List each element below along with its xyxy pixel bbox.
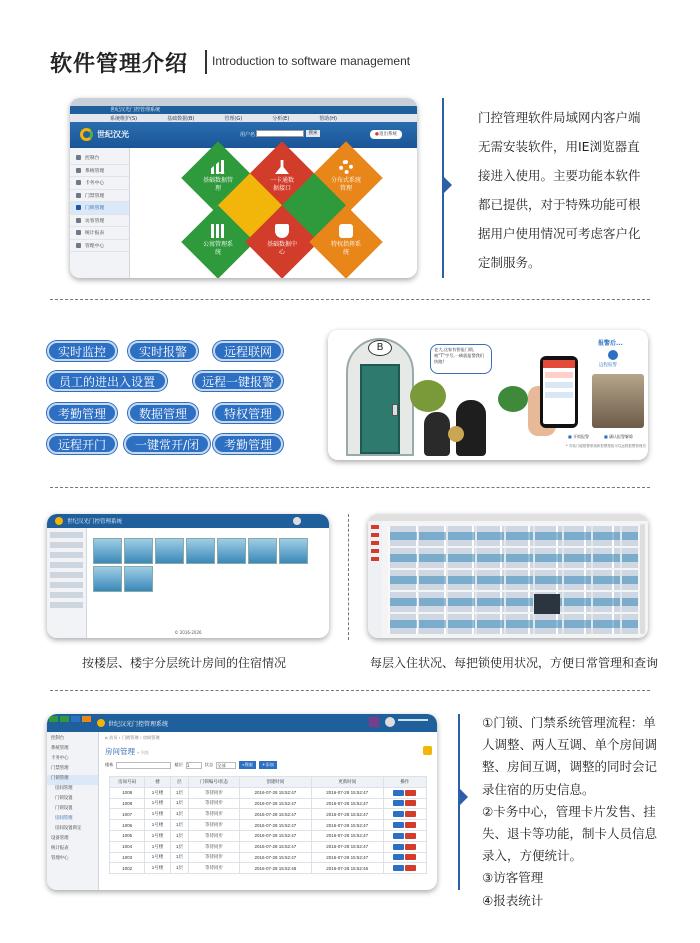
toolbar-button[interactable] (71, 716, 80, 722)
description-line: ①门锁、门禁系统管理流程：单 (482, 715, 656, 730)
phone-note: * 安装门磁报警系统和报警按钮可以远程报警管理员 (566, 444, 646, 448)
table-cell: 1008 (110, 798, 145, 809)
phone-screen (543, 360, 575, 424)
door-photo (592, 374, 644, 428)
table-cell: 等待同步 (189, 863, 240, 874)
building-icon[interactable] (124, 538, 153, 564)
software-screenshot-1 (70, 98, 417, 278)
building-icon[interactable] (155, 538, 184, 564)
edit-button[interactable] (393, 865, 404, 871)
section1-description: 门控管理软件局域网内客户端无需安装软件，用IE浏览器直接进入使用。主要功能本软件都已提供，对于特殊功能可根据用户使用情况可考虑客户化定制服务。 (478, 110, 641, 270)
shield-icon (275, 224, 289, 238)
sidebar-item[interactable] (50, 572, 83, 578)
table-cell: 等待同步 (189, 820, 240, 831)
sidebar-item[interactable]: 门禁管理 (51, 766, 69, 771)
table-cell: 2016-07-28 15:52:47 (240, 852, 312, 863)
table-cell: 2016-07-28 15:52:47 (311, 841, 383, 852)
sidebar-subitem[interactable]: 房间管理 (55, 786, 73, 791)
table-cell: 1号楼 (145, 852, 170, 863)
sidebar-item[interactable] (371, 541, 379, 545)
sidebar (368, 521, 382, 638)
menu-item[interactable]: 系统维护(S) (110, 115, 138, 122)
avatar[interactable] (293, 517, 301, 525)
table-cell: 2016-07-28 15:52:47 (240, 787, 312, 798)
table-cell: 1007 (110, 809, 145, 820)
phone-row (545, 392, 573, 398)
login-label: 用户名 (240, 132, 256, 138)
alarm-label: 远程报警 (599, 363, 617, 368)
row-actions (383, 863, 426, 874)
table-row[interactable] (110, 787, 427, 798)
table-row[interactable] (110, 798, 427, 809)
chevron-right-icon (459, 788, 468, 806)
search-button[interactable]: ⌕搜索 (239, 761, 256, 769)
bush (410, 380, 446, 412)
feature-tag: 考勤管理 (47, 403, 117, 423)
feature-tag: 远程联网 (213, 341, 283, 361)
table-cell: 1号楼 (145, 798, 170, 809)
sidebar-item[interactable] (50, 602, 83, 608)
table-cell: 等待同步 (189, 852, 240, 863)
table-cell: 2016-07-28 15:52:47 (240, 830, 312, 841)
table-cell: 1号楼 (145, 787, 170, 798)
delete-button[interactable] (405, 790, 416, 796)
visitor-icon (76, 218, 81, 223)
sidebar-item[interactable]: 访客管理 (70, 215, 129, 228)
delete-button[interactable] (405, 854, 416, 860)
description-line: ③访客管理 (482, 870, 544, 886)
thief-figure (424, 412, 450, 456)
delete-button[interactable] (405, 822, 416, 828)
table-row[interactable] (110, 820, 427, 831)
feature-tag: 实时报警 (128, 341, 198, 361)
description-line: 人调整、两人互调、单个房间调 (482, 737, 658, 753)
row-actions (383, 852, 426, 863)
table-cell: 2016-07-28 15:52:47 (311, 820, 383, 831)
building-icon[interactable] (248, 538, 277, 564)
column-header[interactable]: 创建时间 (240, 777, 312, 788)
table-cell: 1层 (170, 852, 188, 863)
table-cell: 2016-07-28 15:52:47 (311, 809, 383, 820)
column-header[interactable]: 更新时间 (311, 777, 383, 788)
table-cell: 1层 (170, 820, 188, 831)
table-cell: 1号楼 (145, 809, 170, 820)
lock-icon: ■ (568, 434, 572, 439)
phone-button: ■ 确认报警解除 (604, 434, 634, 439)
table-row[interactable] (110, 830, 427, 841)
app-title-bar (70, 106, 417, 114)
table-cell: 1008 (110, 787, 145, 798)
edit-button[interactable] (393, 811, 404, 817)
page-title: 房间管理 » 列表 (105, 747, 149, 756)
sidebar-item[interactable]: 设备管理 (51, 836, 69, 841)
delete-button[interactable] (405, 833, 416, 839)
menu-item[interactable]: 分析(E) (272, 115, 290, 122)
table-cell: 2016-07-28 15:52:47 (240, 809, 312, 820)
table-row[interactable] (110, 852, 427, 863)
logo-text: 世纪汉光 (97, 130, 129, 139)
tile-label: 一卡通数据接口 (269, 177, 294, 192)
sidebar-item[interactable]: 管理中心 (70, 240, 129, 253)
table-cell: 1006 (110, 820, 145, 831)
column-header[interactable]: 楼 (145, 777, 170, 788)
feature-tag: 一键常开/闭 (124, 434, 210, 454)
copyright: © 2016-2026 (174, 630, 202, 635)
loot-bag (448, 426, 464, 442)
sidebar-item[interactable]: 统计报表 (51, 846, 69, 851)
tile-label: 分布式系统管理 (330, 177, 361, 192)
table-cell: 1层 (170, 809, 188, 820)
caption-right: 每层入住状况、每把锁使用状况，方便日常管理和查询 (370, 656, 659, 670)
app-title: 世纪汉光门控管理系统 (67, 519, 123, 525)
dashboard-icon (76, 155, 81, 160)
row-actions (383, 841, 426, 852)
table-cell: 2016-07-28 15:52:47 (240, 841, 312, 852)
sidebar (47, 528, 87, 638)
software-screenshot-4 (47, 714, 437, 890)
app-title: 世纪汉光门控管理系统 (110, 107, 161, 113)
delete-button[interactable] (405, 800, 416, 806)
table-cell: 1号楼 (145, 820, 170, 831)
avatar[interactable] (385, 717, 395, 727)
app-header (47, 714, 437, 732)
description-line: 录住宿的历史信息。 (482, 781, 595, 797)
table-cell: 2016-07-28 15:52:47 (311, 787, 383, 798)
sidebar-item[interactable] (50, 582, 83, 588)
feature-tag: 远程一键报警 (193, 371, 283, 391)
sidebar-item[interactable]: 统计报表 (70, 227, 129, 240)
help-icon[interactable] (423, 746, 432, 755)
phone-title: 报警后... (598, 340, 623, 347)
sidebar-item[interactable]: 卡务中心 (70, 177, 129, 190)
phone-button: ■ 开锁报警 (568, 434, 590, 439)
table-cell: 1005 (110, 830, 145, 841)
table-cell: 等待同步 (189, 841, 240, 852)
table-cell: 等待同步 (189, 809, 240, 820)
status-select[interactable]: 全部 (216, 762, 236, 769)
sidebar-item[interactable] (50, 552, 83, 558)
feature-tag: 实时监控 (47, 341, 117, 361)
table-cell: 2016-07-28 15:52:47 (311, 798, 383, 809)
feature-tag: 数据管理 (128, 403, 198, 423)
sidebar (70, 148, 130, 278)
table-row[interactable] (110, 863, 427, 874)
column-header[interactable]: 门锁编号/状态 (189, 777, 240, 788)
toolbar-button[interactable] (60, 716, 69, 722)
puzzle-icon (339, 224, 353, 238)
settings-icon (76, 168, 81, 173)
menu-item[interactable]: 基础数据(B) (167, 115, 195, 122)
chevron-right-icon (443, 176, 452, 194)
table-cell: 1层 (170, 830, 188, 841)
logo-icon (80, 128, 93, 141)
row-actions (383, 820, 426, 831)
exit-button[interactable] (370, 130, 402, 139)
menu-item[interactable]: 帮助(H) (319, 115, 337, 122)
column-header[interactable]: 房间号码 (110, 777, 145, 788)
table-row[interactable] (110, 841, 427, 852)
feature-tag: 特权管理 (213, 403, 283, 423)
sidebar-subitem[interactable]: 房间管理 (55, 816, 73, 821)
table-cell: 2016-07-28 15:52:47 (240, 798, 312, 809)
breadcrumb: ⌂ 首页 › 门锁管理 › 房间管理 (105, 735, 160, 740)
building-icon (211, 224, 225, 238)
section4-description (482, 712, 662, 912)
dashed-divider (50, 299, 650, 300)
table-cell: 2016-07-28 15:52:46 (311, 863, 383, 874)
column-header: 操作 (383, 777, 426, 788)
door-lock-icon (392, 404, 398, 416)
check-icon: ■ (604, 434, 608, 439)
tile-label: 基础数据中心 (266, 241, 297, 256)
feature-tag: 考勤管理 (213, 434, 283, 454)
window-chrome (70, 98, 417, 106)
edit-button[interactable] (393, 822, 404, 828)
table-cell: 1层 (170, 787, 188, 798)
search-button[interactable]: 搜索 (306, 130, 320, 137)
phone-header (543, 360, 575, 368)
tile-grid (180, 150, 400, 275)
delete-button[interactable] (405, 865, 416, 871)
sidebar (47, 732, 99, 890)
table-cell: 1号楼 (145, 863, 170, 874)
building-icon[interactable] (186, 538, 215, 564)
floor-select[interactable]: 1 (186, 762, 202, 769)
table-cell: 1002 (110, 863, 145, 874)
building-icon[interactable] (124, 566, 153, 592)
app-icon (55, 517, 63, 525)
phone-row (545, 382, 573, 388)
door-sign: B (368, 340, 392, 356)
table-cell: 1层 (170, 798, 188, 809)
building-select[interactable] (116, 762, 171, 769)
window-chrome (368, 514, 648, 521)
sidebar-item[interactable]: 管理中心 (51, 856, 69, 861)
table-cell: 等待同步 (189, 830, 240, 841)
table-cell: 2016-07-28 15:52:47 (240, 820, 312, 831)
sidebar-item[interactable]: 卡务中心 (51, 756, 69, 761)
building-icon[interactable] (93, 566, 122, 592)
smartphone (540, 356, 578, 428)
login-input[interactable] (256, 130, 304, 137)
sidebar-item[interactable] (50, 532, 83, 538)
software-screenshot-2 (47, 514, 329, 638)
notification-icon[interactable] (369, 717, 379, 727)
phone-row (545, 372, 573, 378)
dashed-divider (50, 690, 650, 691)
sidebar-item[interactable]: 系统管理 (51, 746, 69, 751)
edit-button[interactable] (393, 800, 404, 806)
menu-bar (70, 114, 417, 122)
table-cell: 1号楼 (145, 830, 170, 841)
sidebar-item[interactable] (371, 549, 379, 553)
sidebar-item[interactable] (371, 525, 379, 529)
search-icon: ⌕ (242, 762, 245, 767)
software-screenshot-3 (368, 514, 648, 638)
table-cell: 1层 (170, 841, 188, 852)
sidebar-item[interactable]: 门锁管理 (70, 202, 129, 215)
table-header-row (110, 777, 427, 788)
feature-tag: 远程开门 (47, 434, 117, 454)
page-subtitle: Introduction to software management (212, 54, 411, 68)
gear-icon (339, 160, 353, 174)
edit-button[interactable] (393, 854, 404, 860)
card-icon (76, 180, 81, 185)
sidebar-subitem[interactable]: 门锁设置 (55, 806, 73, 811)
building-icon[interactable] (279, 538, 308, 564)
edit-button[interactable] (393, 833, 404, 839)
description-line: ②卡务中心，管理卡片发售、挂 (482, 803, 656, 819)
menu-item[interactable]: 管理(G) (224, 115, 243, 122)
row-actions (383, 798, 426, 809)
monitor-icon (76, 193, 81, 198)
description-line: 失、退卡等功能，制卡人员信息 (482, 826, 658, 842)
table-cell: 1004 (110, 841, 145, 852)
sidebar-item[interactable]: 门锁管理 (47, 775, 98, 785)
vertical-dashed-divider (348, 514, 349, 640)
sidebar-item[interactable]: 控制台 (70, 152, 129, 165)
power-icon: ● (375, 132, 379, 137)
description-line: ④报表统计 (482, 892, 544, 908)
security-illustration (328, 330, 648, 460)
tile-label: 公寓管理系统 (202, 241, 233, 256)
table-row[interactable] (110, 809, 427, 820)
row-actions (383, 809, 426, 820)
caption-left: 按楼层、楼宇分层统计房间的住宿情况 (82, 656, 287, 670)
app-header (70, 122, 417, 148)
sidebar-item[interactable] (50, 562, 83, 568)
room-tiles[interactable] (388, 526, 638, 636)
building-icon[interactable] (217, 538, 246, 564)
user-icon (76, 243, 81, 248)
table-cell: 等待同步 (189, 798, 240, 809)
app-header (47, 514, 329, 528)
report-icon (76, 230, 81, 235)
tile-label: 基础数据管理 (202, 177, 233, 192)
app-icon (97, 719, 105, 727)
app-title: 世纪汉光门控管理系统 (108, 721, 169, 728)
sidebar-item[interactable] (371, 533, 379, 537)
table-cell: 1号楼 (145, 841, 170, 852)
home-icon: ⌂ (105, 735, 108, 740)
lock-icon (76, 205, 81, 210)
selected-room[interactable] (534, 594, 560, 614)
description-line: 录入，方便统计。 (482, 848, 583, 864)
scrollbar[interactable] (640, 524, 645, 634)
table-cell: 2016-07-28 15:52:47 (311, 852, 383, 863)
toolbar-button[interactable] (82, 716, 91, 722)
sidebar-item[interactable]: 系统管理 (70, 165, 129, 178)
dashed-divider (50, 487, 650, 488)
room-grid (388, 526, 638, 636)
add-button[interactable]: +添加 (259, 761, 277, 769)
room-table (109, 776, 427, 874)
exit-label: 退出系统 (378, 132, 397, 137)
plus-icon: + (261, 762, 266, 767)
table-cell: 2016-07-28 15:52:47 (311, 830, 383, 841)
user-name (398, 719, 428, 721)
row-actions (383, 830, 426, 841)
toolbar-button[interactable] (49, 716, 58, 722)
building-icon[interactable] (93, 538, 122, 564)
sidebar-item[interactable]: 控制台 (51, 736, 65, 741)
filter-bar: 楼栋 楼层 1 状态 全部 ⌕搜索 +添加 (105, 761, 277, 769)
speech-bubble: 老大,这家有智能门锁,被“T”字号,一刷就报警我们快跑! (430, 344, 492, 374)
sidebar-item[interactable] (50, 542, 83, 548)
table-cell: 等待同步 (189, 787, 240, 798)
table-cell: 1层 (170, 863, 188, 874)
delete-button[interactable] (405, 844, 416, 850)
sidebar-item[interactable] (50, 592, 83, 598)
sidebar-item[interactable] (371, 557, 379, 561)
description-line: 整、房间互调，调整的同时会记 (482, 759, 658, 775)
table-cell: 2016-07-28 15:52:46 (240, 863, 312, 874)
edit-button[interactable] (393, 844, 404, 850)
sidebar-item[interactable]: 门禁管理 (70, 190, 129, 203)
sidebar-subitem[interactable]: 房间设置锁定 (55, 826, 82, 831)
row-actions (383, 787, 426, 798)
delete-button[interactable] (405, 811, 416, 817)
edit-button[interactable] (393, 790, 404, 796)
bush (498, 386, 528, 412)
tile-label: 特权指挥系统 (330, 241, 361, 256)
title-divider (205, 50, 207, 74)
feature-tag: 员工的进出入设置 (47, 371, 167, 391)
alarm-bell-icon (608, 350, 618, 360)
table-cell: 1003 (110, 852, 145, 863)
page-title: 软件管理介绍 (50, 52, 189, 77)
column-header[interactable]: 层 (170, 777, 188, 788)
sidebar-subitem[interactable]: 门锁设置 (55, 796, 73, 801)
